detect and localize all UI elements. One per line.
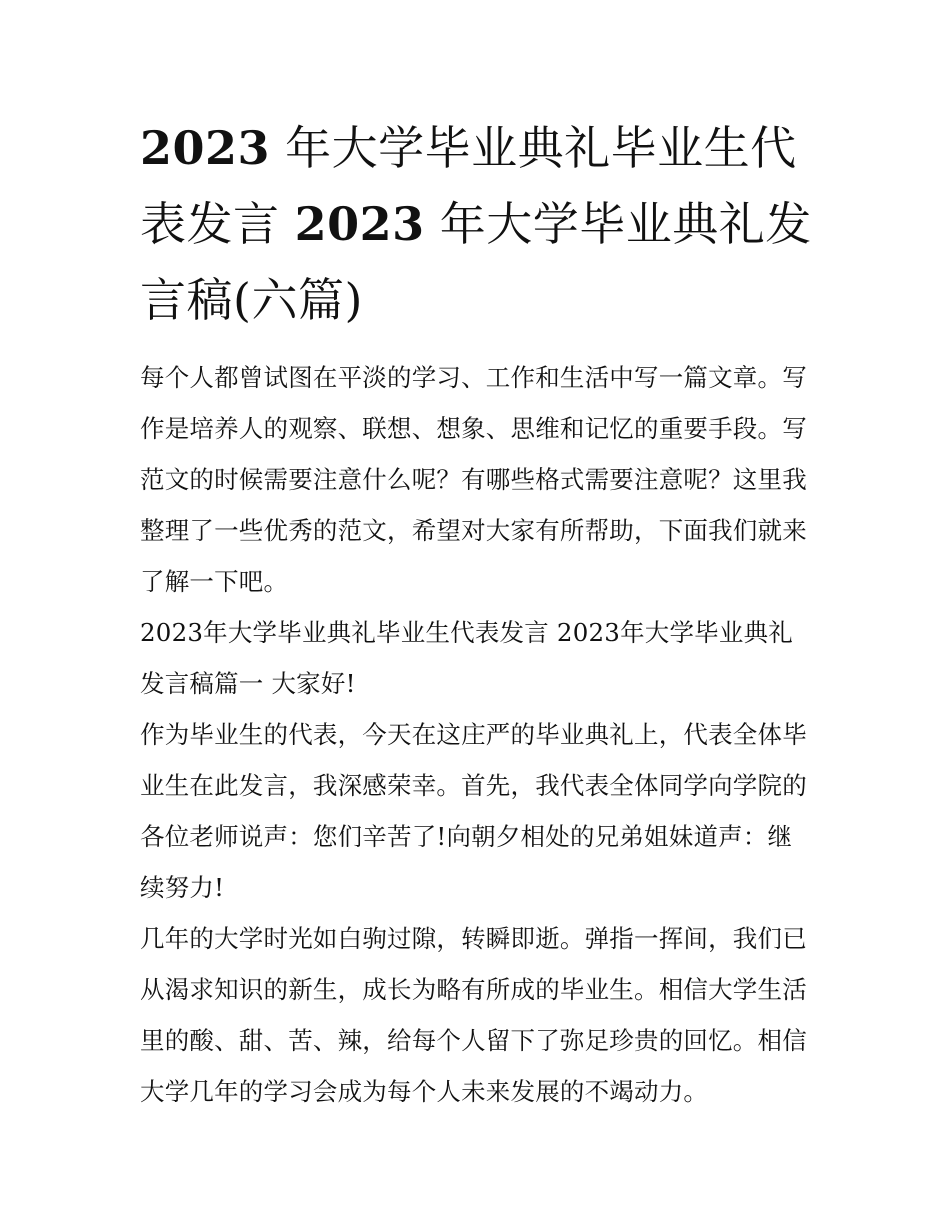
body-paragraph: 几年的大学时光如白驹过隙，转瞬即逝。弹指一挥间，我们已从渴求知识的新生，成长为略有所成的毕业生。相信大学生活里的酸、甜、苦、辣，给每个人留下了弥足珍贵的回忆。相信大学几年的学习会成为每个人未来发展的不竭动力。	[140, 924, 807, 1106]
title-text-1: 年大学毕业典礼毕业生代表发言	[140, 121, 797, 251]
title-text-2: 年大学毕业典礼发言稿(六篇)	[140, 197, 812, 327]
document-page	[140, 110, 812, 1117]
title-year-1: 2023	[140, 121, 271, 175]
document-title	[140, 110, 812, 338]
section-heading-paragraph: 2023年大学毕业典礼毕业生代表发言 2023年大学毕业典礼发言稿篇一 大家好!	[140, 618, 793, 698]
body-paragraph: 作为毕业生的代表，今天在这庄严的毕业典礼上，代表全体毕业生在此发言，我深感荣幸。首先，我代表全体同学向学院的各位老师说声：您们辛苦了!向朝夕相处的兄弟姐妹道声：继续努力!	[140, 720, 807, 902]
intro-paragraph: 每个人都曾试图在平淡的学习、工作和生活中写一篇文章。写作是培养人的观察、联想、想象、思维和记忆的重要手段。写范文的时候需要注意什么呢？有哪些格式需要注意呢？这里我整理了一些优秀的范文，希望对大家有所帮助，下面我们就来了解一下吧。	[140, 363, 807, 596]
title-year-2: 2023	[294, 197, 425, 251]
